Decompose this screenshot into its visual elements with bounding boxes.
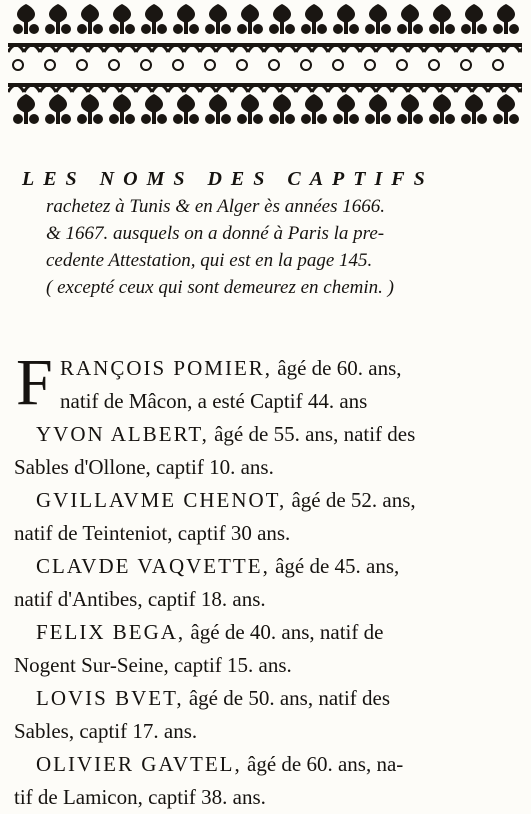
heading-line-1: rachetez à Tunis & en Alger ès années 1666.	[46, 196, 385, 217]
heading-title: LES NOMS DES CAPTIFS	[22, 168, 434, 190]
entry-text: âgé de 55. ans, natif des	[208, 422, 416, 446]
captive-entry	[14, 550, 522, 616]
heading-line-3: cedente Attestation, qui est en la page 145.	[46, 250, 373, 271]
entry-text: âgé de 52. ans,	[286, 488, 416, 512]
entry-line	[14, 352, 522, 385]
captive-name: GVILLAVME CHENOT,	[36, 488, 287, 512]
heading-line-4: ( excepté ceux qui sont demeurez en chemin. )	[46, 277, 395, 298]
decorative-headpiece	[8, 0, 522, 128]
captive-entry	[14, 748, 522, 814]
entry-line: Sables d'Ollone, captif 10. ans.	[14, 455, 274, 479]
captive-entry	[14, 484, 522, 550]
entry-line	[14, 484, 522, 517]
captive-list	[14, 346, 522, 814]
captive-entry	[14, 346, 522, 419]
captive-name: YVON ALBERT,	[36, 422, 209, 446]
entry-text: âgé de 60. ans,	[272, 356, 402, 380]
captive-entry	[14, 616, 522, 682]
captive-entry	[14, 418, 522, 484]
entry-line	[14, 616, 522, 649]
entry-line: natif de Mâcon, a esté Captif 44. ans	[60, 389, 368, 413]
drop-capital: F	[16, 346, 53, 419]
entry-line	[14, 550, 522, 583]
captive-name: FELIX BEGA,	[36, 620, 186, 644]
captive-name: CLAVDE VAQVETTE,	[36, 554, 270, 578]
captive-name: RANÇOIS POMIER,	[60, 356, 273, 380]
heading-line-2: & 1667. ausquels on a donné à Paris la pre-	[46, 223, 385, 244]
entry-text: âgé de 45. ans,	[269, 554, 400, 578]
entry-line: Nogent Sur-Seine, captif 15. ans.	[14, 653, 292, 677]
entry-text: âgé de 40. ans, natif de	[185, 620, 384, 644]
captive-name: OLIVIER GAVTEL,	[36, 752, 242, 776]
entry-line	[14, 418, 522, 451]
entry-line	[14, 748, 522, 781]
entry-line	[14, 682, 522, 715]
entry-line: natif de Teinteniot, captif 30 ans.	[14, 521, 291, 545]
section-heading	[22, 166, 522, 301]
captive-entry	[14, 682, 522, 748]
captive-name: LOVIS BVET,	[36, 686, 184, 710]
entry-line: natif d'Antibes, captif 18. ans.	[14, 587, 266, 611]
entry-line: Sables, captif 17. ans.	[14, 719, 198, 743]
entry-line: tif de Lamicon, captif 38. ans.	[14, 785, 266, 809]
entry-text: âgé de 60. ans, na-	[241, 752, 404, 776]
entry-text: âgé de 50. ans, natif des	[183, 686, 391, 710]
